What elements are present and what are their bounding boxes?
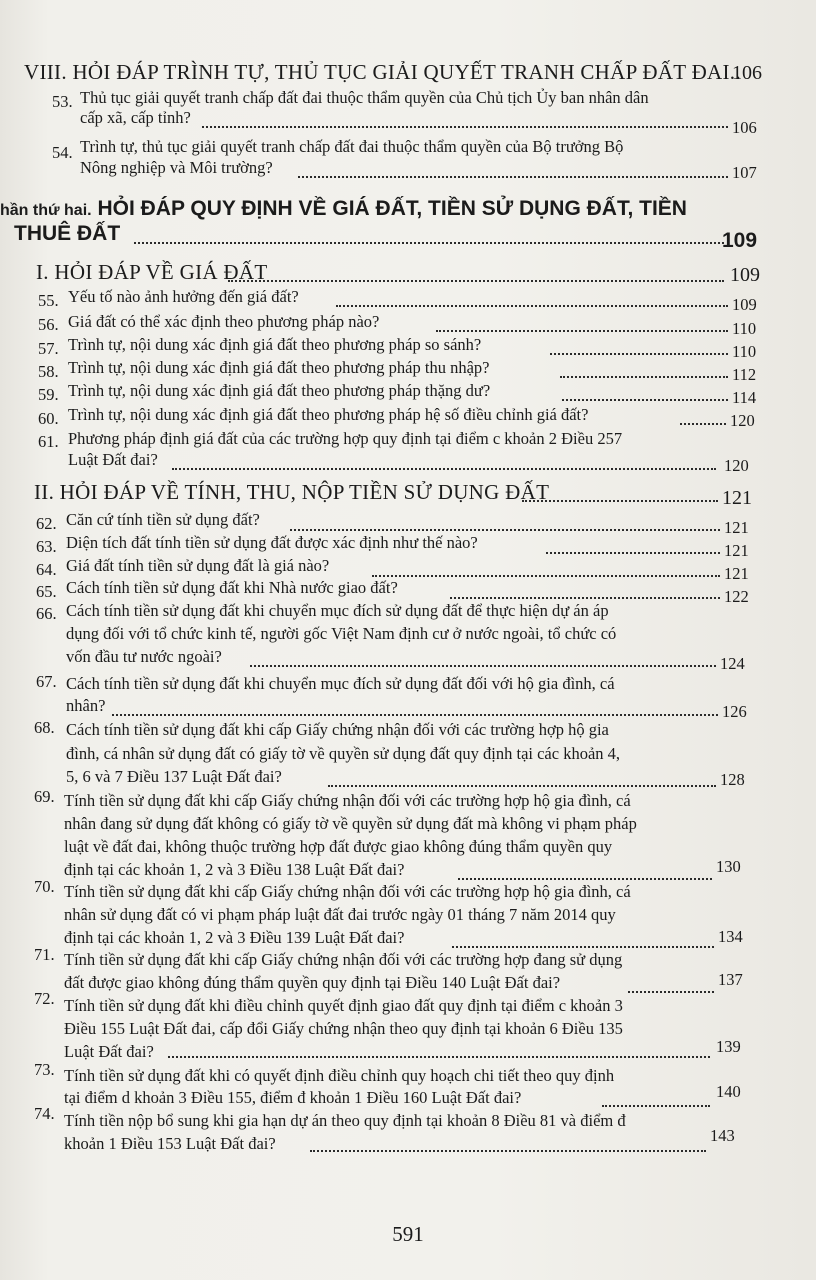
part-two-title: HỎI ĐÁP QUY ĐỊNH VỀ GIÁ ĐẤT, TIỀN SỬ DỤNG ĐẤT, TIỀN bbox=[97, 197, 687, 220]
leader-dots bbox=[250, 663, 716, 667]
q66-number: 66. bbox=[36, 604, 57, 623]
q68-number: 68. bbox=[34, 718, 55, 737]
q71-line1: Tính tiền sử dụng đất khi cấp Giấy chứng nhận đối với các trường hợp đang sử dụng bbox=[64, 950, 623, 969]
q62-page: 121 bbox=[724, 518, 749, 537]
q67-number: 67. bbox=[36, 672, 57, 691]
leader-dots bbox=[290, 527, 720, 531]
q60-number: 60. bbox=[38, 409, 59, 428]
q67-line2: nhân? bbox=[66, 696, 106, 715]
q71-line2: đất được giao không đúng thẩm quyền quy định tại Điều 140 Luật Đất đai? bbox=[64, 973, 561, 992]
leader-dots bbox=[680, 421, 726, 425]
q54-line2: Nông nghiệp và Môi trường? bbox=[80, 158, 273, 177]
q74-page: 143 bbox=[710, 1126, 735, 1145]
q56-page: 110 bbox=[732, 319, 757, 338]
q70-line1: Tính tiền sử dụng đất khi cấp Giấy chứng nhận đối với các trường hợp hộ gia đình, cá bbox=[64, 882, 631, 901]
leader-dots bbox=[628, 989, 714, 993]
q55-page: 109 bbox=[732, 295, 757, 314]
q70-line2: nhân sử dụng đất có vi phạm pháp luật đất đai trước ngày 01 tháng 7 năm 2014 quy bbox=[64, 905, 616, 924]
section-ii-page: 121 bbox=[722, 487, 752, 509]
section-i-page: 109 bbox=[730, 264, 760, 286]
q73-line1: Tính tiền sử dụng đất khi có quyết định điều chỉnh quy hoạch chi tiết theo quy định bbox=[64, 1066, 615, 1085]
leader-dots bbox=[562, 397, 728, 401]
q59-page: 114 bbox=[732, 388, 757, 407]
q65-page: 122 bbox=[724, 587, 749, 606]
q70-page: 134 bbox=[718, 927, 743, 946]
q72-line2: Điều 155 Luật Đất đai, cấp đổi Giấy chứng nhận theo quy định tại khoản 6 Điều 135 bbox=[64, 1019, 623, 1038]
q69-number: 69. bbox=[34, 787, 55, 806]
section-ii-title: II. HỎI ĐÁP VỀ TÍNH, THU, NỘP TIỀN SỬ DỤNG ĐẤT bbox=[34, 480, 550, 504]
leader-dots bbox=[372, 573, 720, 577]
q72-line3: Luật Đất đai? bbox=[64, 1042, 154, 1061]
q63-number: 63. bbox=[36, 537, 57, 556]
q53-number: 53. bbox=[52, 92, 73, 111]
q63-text: Diện tích đất tính tiền sử dụng đất được xác định như thế nào? bbox=[66, 533, 478, 552]
leader-dots bbox=[458, 876, 712, 880]
q66-line2: dụng đối với tổ chức kinh tế, người gốc Việt Nam định cư ở nước ngoài, tổ chức có bbox=[66, 624, 617, 643]
leader-dots bbox=[310, 1148, 706, 1152]
q61-line1: Phương pháp định giá đất của các trường hợp quy định tại điểm c khoản 2 Điều 257 bbox=[68, 429, 623, 448]
q54-page: 107 bbox=[732, 163, 757, 182]
q72-number: 72. bbox=[34, 989, 55, 1008]
leader-dots bbox=[112, 712, 718, 716]
q55-text: Yếu tố nào ảnh hưởng đến giá đất? bbox=[68, 287, 299, 306]
q57-text: Trình tự, nội dung xác định giá đất theo phương pháp so sánh? bbox=[68, 335, 482, 354]
q70-line3: định tại các khoản 1, 2 và 3 Điều 139 Luật Đất đai? bbox=[64, 928, 405, 947]
q66-line3: vốn đầu tư nước ngoài? bbox=[66, 647, 222, 666]
q62-text: Căn cứ tính tiền sử dụng đất? bbox=[66, 510, 260, 529]
q66-page: 124 bbox=[720, 654, 745, 673]
q66-line1: Cách tính tiền sử dụng đất khi chuyển mục đích sử dụng đất để thực hiện dự án áp bbox=[66, 601, 609, 620]
q70-number: 70. bbox=[34, 877, 55, 896]
q74-number: 74. bbox=[34, 1104, 55, 1123]
leader-dots bbox=[172, 466, 716, 470]
q64-number: 64. bbox=[36, 560, 57, 579]
q73-line2: tại điểm d khoản 3 Điều 155, điểm đ khoản 1 Điều 160 Luật Đất đai? bbox=[64, 1088, 522, 1107]
q61-page: 120 bbox=[724, 456, 749, 475]
leader-dots bbox=[522, 498, 718, 502]
section-i-title: I. HỎI ĐÁP VỀ GIÁ ĐẤT bbox=[36, 260, 268, 284]
leader-dots bbox=[452, 944, 714, 948]
q55-number: 55. bbox=[38, 291, 59, 310]
q63-page: 121 bbox=[724, 541, 749, 560]
part-two-prefix: hần thứ hai. bbox=[0, 202, 92, 219]
leader-dots bbox=[436, 328, 728, 332]
q62-number: 62. bbox=[36, 514, 57, 533]
q56-number: 56. bbox=[38, 315, 59, 334]
q71-page: 137 bbox=[718, 970, 743, 989]
q69-line2: nhân đang sử dụng đất không có giấy tờ về quyền sử dụng đất mà không vi phạm pháp bbox=[64, 814, 637, 833]
q72-line1: Tính tiền sử dụng đất khi điều chỉnh quyết định giao đất quy định tại điểm c khoản 3 bbox=[64, 996, 623, 1015]
q53-line1: Thủ tục giải quyết tranh chấp đất đai thuộc thẩm quyền của Chủ tịch Ủy ban nhân dân bbox=[80, 88, 649, 107]
q74-line1: Tính tiền nộp bổ sung khi gia hạn dự án theo quy định tại khoản 8 Điều 81 và điểm đ bbox=[64, 1111, 626, 1130]
q68-page: 128 bbox=[720, 770, 745, 789]
q54-line1: Trình tự, thủ tục giải quyết tranh chấp đất đai thuộc thẩm quyền của Bộ trưởng Bộ bbox=[80, 137, 624, 156]
q58-page: 112 bbox=[732, 365, 757, 384]
leader-dots bbox=[328, 783, 716, 787]
q72-page: 139 bbox=[716, 1037, 741, 1056]
q69-page: 130 bbox=[716, 857, 741, 876]
q73-number: 73. bbox=[34, 1060, 55, 1079]
leader-dots bbox=[560, 374, 728, 378]
section-viii-page: 106 bbox=[732, 62, 762, 84]
q57-page: 110 bbox=[732, 342, 757, 361]
q67-page: 126 bbox=[722, 702, 747, 721]
q68-line3: 5, 6 và 7 Điều 137 Luật Đất đai? bbox=[66, 767, 282, 786]
q54-number: 54. bbox=[52, 143, 73, 162]
part-two-title-line2: THUÊ ĐẤT bbox=[14, 222, 121, 245]
q69-line1: Tính tiền sử dụng đất khi cấp Giấy chứng nhận đối với các trường hợp hộ gia đình, cá bbox=[64, 791, 631, 810]
part-two-heading bbox=[0, 196, 687, 224]
q61-line2: Luật Đất đai? bbox=[68, 450, 158, 469]
q58-text: Trình tự, nội dung xác định giá đất theo phương pháp thu nhập? bbox=[68, 358, 490, 377]
q73-page: 140 bbox=[716, 1082, 741, 1101]
q64-text: Giá đất tính tiền sử dụng đất là giá nào? bbox=[66, 556, 330, 575]
q68-line1: Cách tính tiền sử dụng đất khi cấp Giấy chứng nhận đối với các trường hợp hộ gia bbox=[66, 720, 609, 739]
leader-dots bbox=[550, 351, 728, 355]
part-two-page: 109 bbox=[722, 229, 758, 252]
q69-line3: luật về đất đai, không thuộc trường hợp đất được giao không đúng thẩm quyền quy bbox=[64, 837, 613, 856]
leader-dots bbox=[168, 1054, 710, 1058]
q64-page: 121 bbox=[724, 564, 749, 583]
q69-line4: định tại các khoản 1, 2 và 3 Điều 138 Luật Đất đai? bbox=[64, 860, 405, 879]
q57-number: 57. bbox=[38, 339, 59, 358]
q58-number: 58. bbox=[38, 362, 59, 381]
q56-text: Giá đất có thể xác định theo phương pháp nào? bbox=[68, 312, 380, 331]
leader-dots bbox=[336, 303, 728, 307]
section-viii-title: VIII. HỎI ĐÁP TRÌNH TỰ, THỦ TỤC GIẢI QUYẾT TRANH CHẤP ĐẤT ĐAI.. bbox=[24, 60, 741, 84]
q65-text: Cách tính tiền sử dụng đất khi Nhà nước giao đất? bbox=[66, 578, 398, 597]
q53-line2: cấp xã, cấp tỉnh? bbox=[80, 108, 191, 127]
leader-dots bbox=[202, 124, 728, 128]
q61-number: 61. bbox=[38, 432, 59, 451]
leader-dots bbox=[228, 278, 724, 282]
q53-page: 106 bbox=[732, 118, 757, 137]
leader-dots bbox=[134, 240, 724, 244]
leader-dots bbox=[450, 595, 720, 599]
leader-dots bbox=[602, 1103, 710, 1107]
page-number: 591 bbox=[392, 1222, 424, 1246]
leader-dots bbox=[298, 174, 728, 178]
q74-line2: khoản 1 Điều 153 Luật Đất đai? bbox=[64, 1134, 276, 1153]
q68-line2: đình, cá nhân sử dụng đất có giấy tờ về quyền sử dụng đất quy định tại các khoản 4, bbox=[66, 744, 621, 763]
q71-number: 71. bbox=[34, 945, 55, 964]
leader-dots bbox=[546, 550, 720, 554]
q59-number: 59. bbox=[38, 385, 59, 404]
q67-line1: Cách tính tiền sử dụng đất khi chuyển mục đích sử dụng đất đối với hộ gia đình, cá bbox=[66, 674, 615, 693]
q60-page: 120 bbox=[730, 411, 755, 430]
q59-text: Trình tự, nội dung xác định giá đất theo phương pháp thặng dư? bbox=[68, 381, 491, 400]
q65-number: 65. bbox=[36, 582, 57, 601]
q60-text: Trình tự, nội dung xác định giá đất theo phương pháp hệ số điều chỉnh giá đất? bbox=[68, 405, 589, 424]
